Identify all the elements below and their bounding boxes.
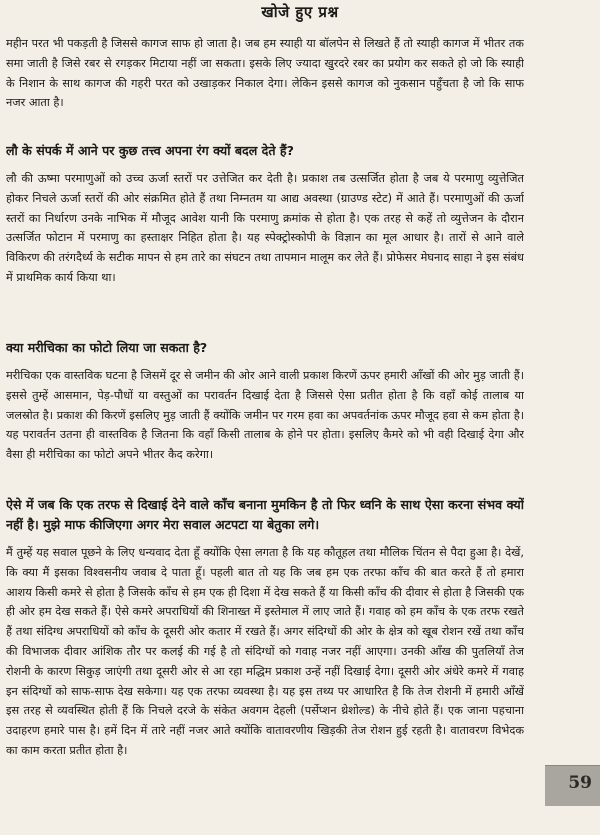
question-flame-colour: लौ के संपर्क में आने पर कुछ तत्त्व अपना रंग क्यों बदल देते हैं?: [6, 143, 294, 158]
answer-mirage-photo: मरीचिका एक वास्तविक घटना है जिसमें दूर से जमीन की ओर आने वाली प्रकाश किरणें ऊपर हमारी आँखों की ओर मुड़ जाती हैं। इससे तुम्हें आसमान, पेड़-पौधों या वस्तुओं का परावर्तन दिखाई देता है जिससे ऐसा प्रतीत होता है कि वहाँ कोई तालाब या जलस्रोत है। प्रकाश की किरणें इसलिए मुड़ जाती हैं क्योंकि जमीन पर गरम हवा का अपवर्तनांक ऊपर मौजूद हवा से कम होता है। यह परावर्तन उतना ही वास्तविक है जितना कि वहाँ किसी तालाब के होने पर होता। इसलिए कैमरे को भी वही दिखाई देगा और वैसा ही मरीचिका का फोटो अपने भीतर कैद करेगा।: [6, 369, 524, 462]
answer-flame-colour: लौ की ऊष्मा परमाणुओं को उच्च ऊर्जा स्तरों पर उत्तेजित कर देती है। प्रकाश तब उत्सर्जित होता है जब ये परमाणु व्युत्तेजित होकर निचले ऊर्जा स्तरों की ओर संक्रमित होते हैं तथा निम्नतम या आद्य अवस्था (ग्राउण्ड स्टेट) में आते हैं। परमाणुओं की ऊर्जा स्तरों का निर्धारण उनके नाभिक में मौजूद आवेश यानी कि परमाणु क्रमांक से होता है। एक तरह से कहें तो व्युत्तेजन के दौरान उत्सर्जित फोटान में परमाणु का हस्ताक्षर निहित होता है। यह स्पेक्ट्रोस्कोपी के विज्ञान का मूल आधार है। तारों से आने वाले विकिरण की तरंगदैर्ध्य के सटीक मापन से हम तारे का संघटन तथा तापमान मालूम कर लेते हैं। प्रोफेसर मेघनाद साहा ने इस संबंध में प्राथमिक कार्य किया था।: [6, 172, 524, 284]
question-mirage-photo: क्या मरीचिका का फोटो लिया जा सकता है?: [6, 340, 208, 355]
page-body: [6, 34, 524, 801]
paragraph-eraser: महीन परत भी पकड़ती है जिससे कागज साफ हो जाता है। जब हम स्याही या बॉलपेन से लिखते हैं तो स्याही कागज में भीतर तक समा जाती है जिसे रबर से रगड़कर मिटाया नहीं जा सकता। इसके लिए ज्यादा खुरदरे रबर का प्रयोग कर सकते हो जो कि स्याही के निशान के साथ कागज की गहरी परत को उखाड़कर निकाल देगा। लेकिन इससे कागज को नुकसान पहुँचता है जो कि साफ नजर आता है।: [6, 37, 524, 110]
page-number: 59: [568, 773, 592, 793]
answer-one-way-sound: मैं तुम्हें यह सवाल पूछने के लिए धन्यवाद देता हूँ क्योंकि ऐसा लगता है कि यह कौतूहल तथा मौलिक चिंतन से पैदा हुआ है। देखें, कि क्या मैं इसका विश्वसनीय जवाब दे पाता हूँ। पहली बात तो यह कि जब हम एक तरफा काँच की बात करते हैं तो हमारा आशय किसी कमरे से होता है जिसके काँच से हम एक ही दिशा में देख सकते हैं या किसी काँच की दीवार से होता है जिसकी एक ही ओर हम देख सकते हैं। ऐसे कमरे अपराधियों की शिनाख्त में इस्तेमाल में लाए जाते हैं। गवाह को हम काँच के एक तरफ रखते हैं तथा संदिग्ध अपराधियों को काँच के दूसरी ओर कतार में रखते हैं। अगर संदिग्धों की ओर के क्षेत्र को खूब रोशन रखें तथा काँच की विभाजक दीवार आंशिक तौर पर कलई की गई है तो संदिग्धों को गवाह नजर नहीं आएगा। उनकी आँख की पुतलियाँ तेज रोशनी के कारण सिकुड़ जाएंगी तथा दूसरी ओर से आ रहा मद्धिम प्रकाश उन्हें नहीं दिखाई देगा। दूसरी ओर अंधेरे कमरे में गवाह इन संदिग्धों को साफ-साफ देख सकेगा। यह एक तरफा व्यवस्था है। यह इस तथ्य पर आधारित है कि तेज रोशनी में हमारी आँखें इस तरह से व्यवस्थित होती हैं कि निचले दरजे के संकेत अवगम देहली (पर्सेप्शन थ्रेशोल्ड) के नीचे होते हैं। एक जाना पहचाना उदाहरण हमारे पास है। हमें दिन में तारे नहीं नजर आते क्योंकि वातावरणीय खिड़की तेज रोशन हुई रहती है। वातावरण विभेदक का काम करता प्रतीत होता है।: [6, 546, 524, 757]
question-one-way-sound: ऐसे में जब कि एक तरफ से दिखाई देने वाले काँच बनाना मुमकिन है तो फिर ध्वनि के साथ ऐसा करना संभव क्यों नहीं है। मुझे माफ कीजिएगा अगर मेरा सवाल अटपटा या बेतुका लगे।: [6, 497, 524, 532]
running-head: खोजे हुए प्रश्न: [261, 3, 339, 21]
page-number-tab: [545, 765, 600, 806]
